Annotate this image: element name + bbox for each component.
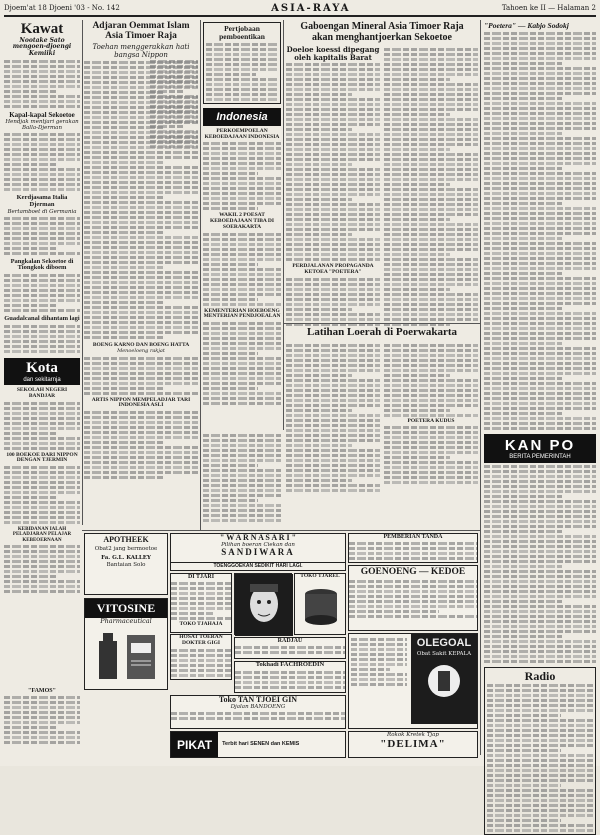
indonesia-banner: Indonesia	[203, 108, 281, 126]
radio-box	[484, 667, 596, 835]
kerdjasama-text	[4, 217, 80, 255]
masthead-title: ASIA-RAYA	[271, 2, 351, 14]
kemsent-title: KEMENTERIAN HOEBOENG MENTERIAN PENDJOEALAN	[203, 307, 281, 320]
olegoal-bottle-icon	[424, 661, 464, 701]
olegoal-ad	[348, 633, 478, 729]
boeng-title: BOENG KARNO DAN BOENG HATTA	[92, 342, 190, 349]
pemberian-ad	[348, 533, 478, 563]
apotheek-line-1: Obat2 jang bermoetoe	[94, 546, 158, 553]
olegoal-subtitle: Obat Sakit KEPALA	[416, 651, 472, 657]
pot-icon	[295, 580, 347, 628]
guadalcanal-title: Guadalcanal dihantam lagi	[4, 315, 80, 323]
kanpo-banner	[484, 434, 596, 463]
apotheek-title: APOTHEEK	[103, 535, 149, 544]
boekoe-text	[4, 466, 80, 524]
delima-ad	[348, 731, 478, 758]
kebidanan-title: KEBIDANAN IALAH PELADJARAN PELAJAR KEBEOERNAAN	[12, 527, 72, 543]
masthead-date: Djoem'at 18 Djoeni '03 - No. 142	[4, 4, 120, 12]
vitosine-subtitle: Pharmaceutical	[100, 617, 152, 625]
delima-title: "DELIMA"	[380, 737, 446, 750]
kemsent-text	[203, 322, 281, 405]
kota-banner	[4, 358, 80, 385]
tokhadi-title: Tokhadi FACHROEDIN	[255, 661, 325, 668]
apotheek-line-2: Fa. G.L. KALLEY	[101, 555, 151, 562]
poetera-kudus-title: POETERA KUDUS	[407, 417, 455, 424]
apotheek-line-3: Bantaian Solo	[106, 562, 146, 569]
radio-title: Radio	[524, 668, 556, 683]
warnasari-subtitle: Pilihan boeran Ciekan dan	[221, 542, 295, 549]
goenoeng-title: GOENOENG — KEDOE	[360, 567, 466, 577]
column-5	[484, 22, 596, 762]
kota-title: Kota	[26, 360, 58, 377]
latihan-title: Latihan Loerah di Poerwakarta	[306, 326, 458, 338]
tjarel-title: TOKO TJAREL	[300, 573, 340, 579]
goenoeng-ad	[348, 565, 478, 631]
olegoal-title: OLEGOAL	[416, 637, 472, 649]
guadalcanal-text	[4, 325, 80, 353]
gaboengan-title: Gaboengan Mineral Asia Timoer Raja	[300, 21, 464, 32]
radjau-title: RADJAU	[277, 638, 303, 644]
olegoal-panel	[411, 634, 477, 724]
vitosine-ad	[84, 598, 168, 690]
apotheek-ad	[84, 533, 168, 595]
gaboengan-right-text	[384, 48, 478, 326]
warnasari-title: " W A R N A S A R I "	[219, 533, 297, 542]
poetera-kabjo-text	[484, 32, 596, 430]
column-4	[286, 22, 478, 322]
poetera-title: PERDJALANAN PROPAGANDA KETOEA "POETERA"	[292, 263, 374, 276]
famos-label: "FAMOS"	[28, 688, 56, 694]
face-icon	[235, 574, 293, 636]
column-3-lower	[203, 432, 281, 528]
masthead	[4, 3, 596, 17]
gaboengan-subtitle: akan menghantjoerkan Sekoetoe	[311, 31, 452, 43]
poetera-kabjo-title: "Poetera" — Kabjo Sodokj	[484, 21, 569, 30]
artis-text	[84, 411, 198, 479]
artis-title: ARTIS NIPPON MEMPELADJAR TARI INDONESIA ASLI	[91, 396, 191, 409]
toko-tjahaja: TOKO TJAHAJA	[179, 621, 223, 628]
kawat-title: Kawat	[20, 21, 64, 37]
doelo-text	[286, 63, 380, 261]
kota-subtitle: dan sekitarnja	[23, 377, 61, 384]
boeng-text	[84, 357, 198, 395]
kanpo-text	[484, 465, 596, 663]
column-3	[203, 22, 281, 432]
latihan-block	[286, 327, 478, 527]
kawat-text	[4, 60, 80, 108]
adjaran-subtitle: Toehan menggerakkan hati bangsa Nippon	[92, 42, 190, 59]
sandiwara-title: SANDIWARA	[221, 547, 295, 558]
radjau-ad	[234, 637, 346, 659]
radio-text	[487, 684, 593, 832]
toko-tan-ad	[170, 695, 346, 729]
kebidanan-text	[4, 545, 80, 593]
boekoe-title: 100 BOEKOE DARI NIPPON DENGAN TJERMIN	[6, 451, 78, 464]
masthead-page: Tahoen ke II — Halaman 2	[501, 4, 596, 12]
face-ad	[234, 573, 292, 635]
bottle-icon	[85, 625, 169, 685]
boeng-subtitle: Menoeloeng rakjat	[117, 348, 165, 355]
famos-text	[4, 696, 80, 744]
rosan-title: HOSAT TOERAN DOKTER GIGI	[179, 634, 223, 646]
ditjari-title: DI TJARI	[187, 574, 215, 580]
toko-tan-subtitle: Djalan BANDOENG	[230, 704, 286, 711]
kanpo-subtitle: BERITA PEMERINTAH	[509, 453, 571, 460]
delima-pre: Rokok Kretek Tjap	[387, 732, 439, 738]
warnasari-ad	[170, 533, 346, 563]
kapal-subtitle: Hendjak mentjari gerakan Balla-Djerman	[5, 118, 79, 131]
wakil-title: WAKIL 2 POESAT KEBOEDAJAAN TIBA DI SOERAKARTA	[209, 212, 275, 230]
adjaran-right-column	[150, 58, 198, 158]
pot-ad	[294, 573, 346, 635]
pikat-title: PIKAT	[171, 732, 218, 757]
pangkalan-text	[4, 274, 80, 312]
kapal-text	[4, 133, 80, 191]
vitosine-title: VITOSINE	[85, 599, 167, 618]
ditjari-ad	[170, 573, 232, 633]
perkoempoelan-title: PERKOEMPOELAN KEBOEDAJAAN INDONESIA	[204, 127, 280, 140]
adjaran-title: Adjaran Oemmat Islam Asia Timoer Raja	[92, 21, 190, 41]
toko-tan-title: Toko TAN TJOEI GIN	[218, 695, 298, 704]
tokhadi-ad	[234, 661, 346, 693]
pangkalan-title: Pangkalan Sekoetoe di Tiongkok diboem	[10, 257, 74, 272]
perkoempoelan-text	[203, 142, 281, 210]
poetera-text	[286, 278, 380, 326]
doelo-title: Doeloe koessi dipegang oleh kapitalis Barat	[286, 45, 380, 62]
sandiwara-subline: TOENGGOEKAN SEDIKIT HARI LAGI.	[170, 563, 346, 571]
kawat-subtitle: Nootake Sato mengoen-djoengi Kemiiki	[12, 36, 72, 57]
famos-block	[4, 688, 80, 758]
kanpo-title: KAN PO	[504, 436, 576, 454]
rosan-ad	[170, 634, 232, 680]
pertjobaan-text	[206, 43, 278, 101]
column-1	[4, 21, 80, 543]
sekolah-title: SEKOLAH NEGERI BANDJAR	[16, 387, 68, 399]
kerdjasama-subtitle: Bertamboet di Germania	[7, 208, 77, 215]
wakil-text	[203, 233, 281, 306]
pertjobaan-title: Pertjobaan pemboentikan	[219, 24, 265, 41]
kerdjasama-title: Kerdjasama Italia Djerman	[16, 193, 68, 208]
kapal-title: Kapal-kapal Sekoetoe	[9, 110, 75, 119]
pikat-ad	[170, 731, 346, 758]
sekolah-text	[4, 402, 80, 450]
pikat-subtitle: Terbit hari SENEN dan KEMIS	[222, 741, 300, 748]
pertjobaan-box	[203, 22, 281, 104]
pemberian-title: PEMBERIAN TANDA	[383, 534, 443, 540]
